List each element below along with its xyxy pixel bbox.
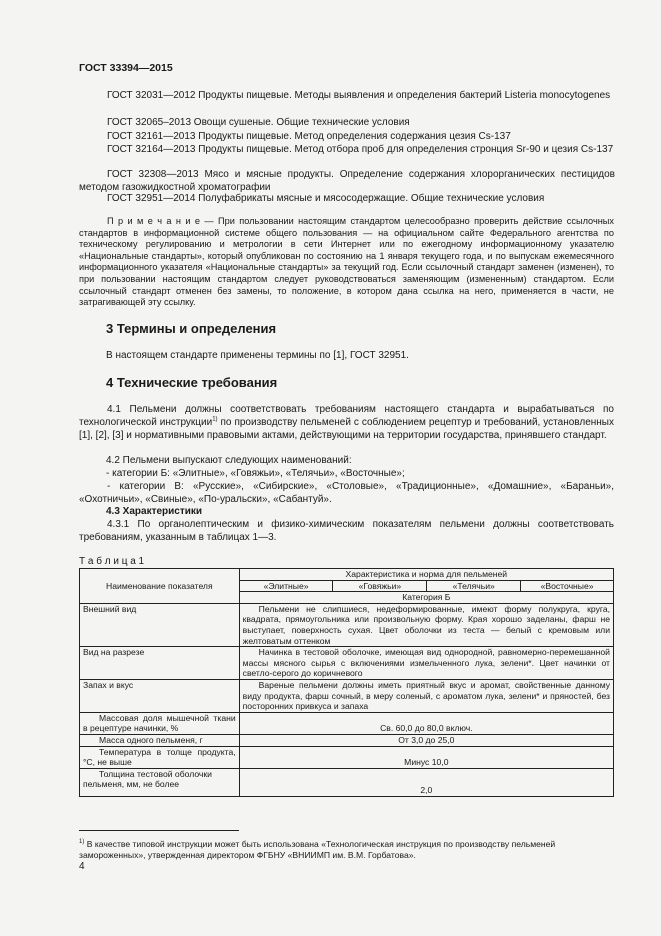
table-header-row bbox=[80, 569, 614, 581]
row-name: Масса одного пельменя, г bbox=[80, 734, 240, 746]
note-paragraph bbox=[79, 216, 614, 309]
table-row bbox=[80, 768, 614, 796]
header-characteristic: Характеристика и норма для пельменей bbox=[239, 569, 613, 581]
footnote-divider bbox=[79, 830, 239, 831]
table-1 bbox=[79, 568, 614, 797]
reference-gost-32164: ГОСТ 32164—2013 Продукты пищевые. Метод отбора проб для определения стронция Sr-90 и цезия Cs-137 bbox=[107, 144, 614, 155]
row-name: Температура в толще продукта, °С, не выше bbox=[80, 746, 240, 768]
table-row bbox=[80, 746, 614, 768]
table-row bbox=[80, 679, 614, 712]
page-number: 4 bbox=[79, 861, 85, 872]
footnote-marker: 1) bbox=[79, 839, 85, 846]
note-text: — При пользовании настоящим стандартом целесообразно проверить действие ссылочных стандартов в информационной системе общего пользования — на официальном сайте Федерального агентства по техническому регулированию и метрологии в сети Интернет или по ежегодному информационному указателю «Национальные стандарты», который опубликован по состоянию на 1 января текущего года, и по выпускам ежемесячного информационного указателя «Национальные стандарты» за текущий год. Если ссылочный стандарт заменен (изменен), то при пользовании настоящим стандартом следует руководствоваться заменяющим (измененным) стандартом. Если ссылочный стандарт отменен без замены, то положение, в котором дана ссылка на него, применяется в части, не затрагивающей эту ссылку. bbox=[79, 216, 614, 308]
row-value: Начинка в тестовой оболочке, имеющая вид однородной, равномерно-перемешанной массы мясного сырья с включениями измельченного лука, зелени*. Цвет начинки от светло-серого до коричневого bbox=[239, 647, 613, 680]
reference-gost-32951: ГОСТ 32951—2014 Полуфабрикаты мясные и мясосодержащие. Общие технические условия bbox=[107, 193, 545, 204]
reference-gost-32161: ГОСТ 32161—2013 Продукты пищевые. Метод определения содержания цезия Cs-137 bbox=[107, 131, 511, 142]
paragraph-4-1 bbox=[79, 403, 614, 443]
row-name: Вид на разрезе bbox=[80, 647, 240, 680]
row-value: Св. 60,0 до 80,0 включ. bbox=[239, 712, 613, 734]
row-value: От 3,0 до 25,0 bbox=[239, 734, 613, 746]
col-telyachi: «Телячьи» bbox=[427, 580, 521, 592]
section-4-title: 4 Технические требования bbox=[106, 375, 278, 390]
note-label: П р и м е ч а н и е bbox=[107, 216, 201, 226]
col-vostochnye: «Восточные» bbox=[521, 580, 614, 592]
paragraph-4-1-text-a: 4.1 Пельмени должны соответствовать требованиям настоящего стандарта и вырабатываться по технологической инструкции bbox=[79, 404, 614, 429]
footnote-text: В качестве типовой инструкции может быть использована «Технологическая инструкция по производству пельменей замороженных», утвержденная директором ФГБНУ «ВНИИМП им. В.М. Горбатова». bbox=[79, 839, 556, 860]
subsection-4-3: 4.3 Характеристики bbox=[106, 506, 203, 517]
row-name: Массовая доля мышечной ткани в рецептуре начинки, % bbox=[80, 712, 240, 734]
row-value: Минус 10,0 bbox=[239, 746, 613, 768]
reference-gost-32308: ГОСТ 32308—2013 Мясо и мясные продукты. Определение содержания хлорорганических пестицидов методом газожидкостной хроматографии bbox=[79, 169, 615, 193]
footnote bbox=[79, 839, 619, 861]
row-value: 2,0 bbox=[239, 768, 613, 796]
header-indicator-name: Наименование показателя bbox=[80, 569, 240, 604]
paragraph-4-3-1: 4.3.1 По органолептическим и физико-химическим показателям пельмени должны соответствовать требованиям, указанным в таблицах 1—3. bbox=[79, 519, 614, 544]
table-row bbox=[80, 734, 614, 746]
row-value: Вареные пельмени должны иметь приятный вкус и аромат, свойственные данному виду продукта, фарш сочный, в меру соленый, с ароматом лука, зелени* и пряностей, без посторонних привкуса и запаха bbox=[239, 679, 613, 712]
category-b-list: - категории Б: «Элитные», «Говяжьи», «Телячьи», «Восточные»; bbox=[106, 468, 405, 479]
footnote-ref: 1) bbox=[212, 416, 218, 423]
row-value: Пельмени не слипшиеся, недеформированные, имеют форму полукруга, круга, квадрата, прямоугольника или произвольную форму. Края хорошо заделаны, фарш не выступает, поверхность сухая. Цвет оболочки из теста — белый с кремовым или желтоватым оттенком bbox=[239, 603, 613, 646]
category-v-list: - категории В: «Русские», «Сибирские», «Столовые», «Традиционные», «Домашние», «Бараньи», «Охотничьи», «Свиные», «По-уральски», «Сабантуй». bbox=[79, 481, 614, 506]
document-header: ГОСТ 33394—2015 bbox=[79, 62, 173, 74]
table-row bbox=[80, 647, 614, 680]
col-govyazhi: «Говяжьи» bbox=[333, 580, 427, 592]
table-caption: Т а б л и ц а 1 bbox=[79, 556, 145, 567]
row-name: Внешний вид bbox=[80, 603, 240, 646]
reference-gost-32031: ГОСТ 32031—2012 Продукты пищевые. Методы выявления и определения бактерий Listeria monocytogenes bbox=[107, 90, 611, 101]
section-3-title: 3 Термины и определения bbox=[106, 321, 277, 336]
row-name: Запах и вкус bbox=[80, 679, 240, 712]
paragraph-4-1-text-b: по производству пельменей с соблюдением рецептур и требований, установленных [1], [2], [3] и нормативными правовыми актами, действующими на территории государства, принявшего стандарт. bbox=[79, 417, 614, 442]
row-name: Толщина тестовой оболочки пельменя, мм, не более bbox=[80, 768, 240, 796]
category-cell: Категория Б bbox=[239, 592, 613, 604]
table-row bbox=[80, 603, 614, 646]
table-row bbox=[80, 712, 614, 734]
paragraph-4-2: 4.2 Пельмени выпускают следующих наименований: bbox=[106, 455, 352, 466]
section-3-text: В настоящем стандарте применены термины по [1], ГОСТ 32951. bbox=[106, 350, 409, 361]
col-elitnye: «Элитные» bbox=[239, 580, 333, 592]
reference-gost-32065: ГОСТ 32065–2013 Овощи сушеные. Общие технические условия bbox=[107, 117, 410, 128]
